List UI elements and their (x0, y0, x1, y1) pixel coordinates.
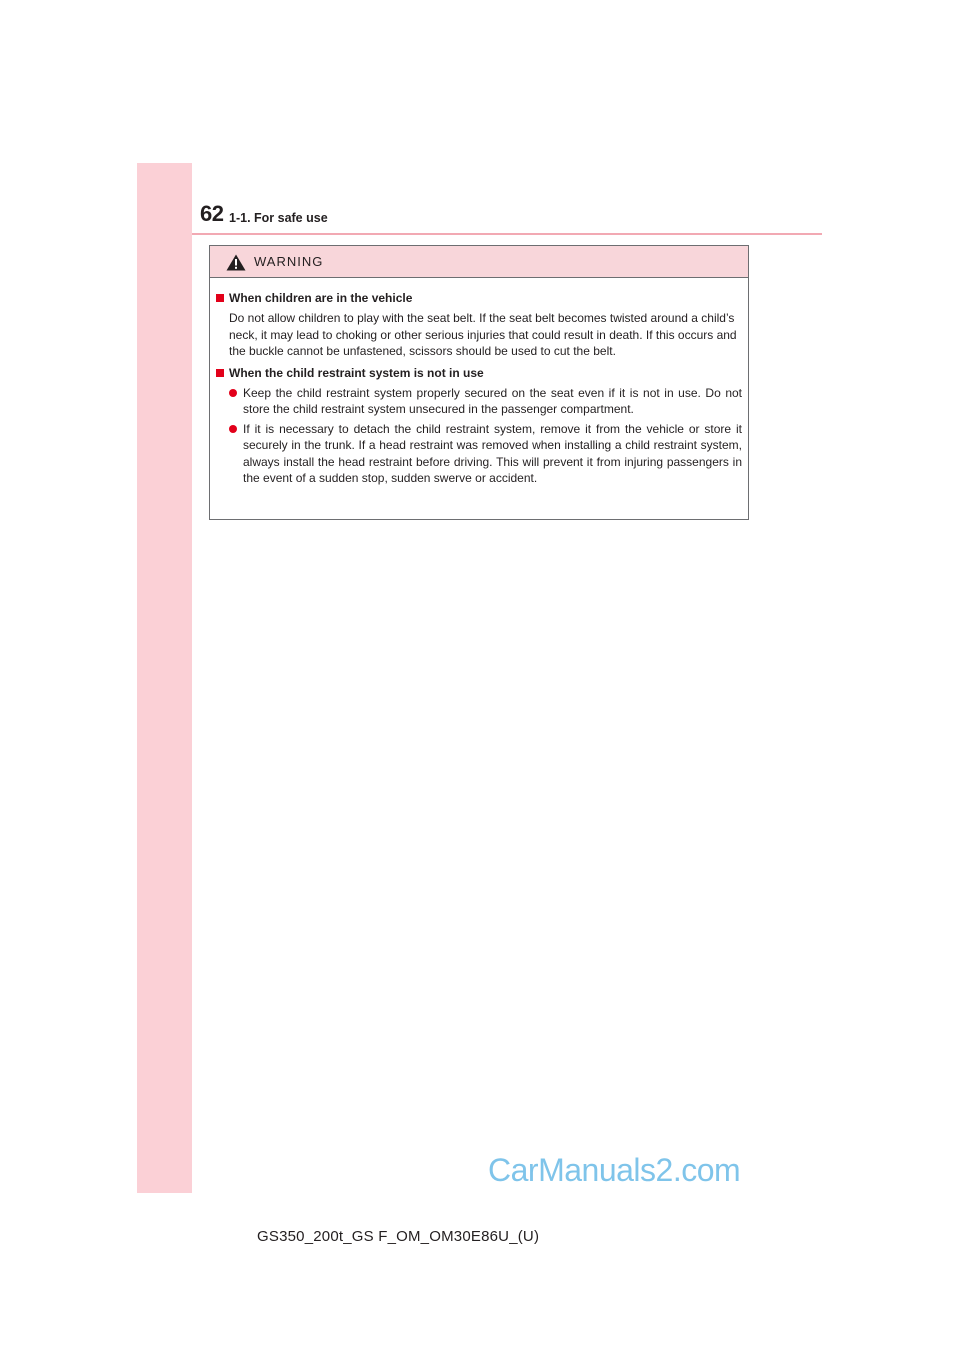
section-title: 1-1. For safe use (229, 211, 328, 225)
warning-title: WARNING (254, 254, 324, 269)
round-bullet-icon (229, 425, 237, 433)
warning-box (209, 245, 749, 520)
section-heading: When the child restraint system is not in use (216, 365, 742, 382)
warning-body (210, 278, 748, 487)
list-item: If it is necessary to detach the child restraint system, remove it from the vehicle or store it securely in the trunk. If a head restraint was removed when installing a child restraint system, always install the head restraint before driving. This will prevent it from injuring passengers in the event of a sudden stop, sudden swerve or accident. (216, 421, 742, 487)
watermark: CarManuals2.com (488, 1152, 741, 1188)
round-bullet-icon (229, 389, 237, 397)
warning-header (210, 246, 748, 278)
footer-code: GS350_200t_GS F_OM_OM30E86U_(U) (257, 1228, 540, 1245)
page-number: 62 (200, 201, 224, 226)
side-tab-band (137, 163, 192, 1193)
square-bullet-icon (216, 369, 224, 377)
square-bullet-icon (216, 294, 224, 302)
list-item: Keep the child restraint system properly secured on the seat even if it is not in use. Do not store the child restraint system unsecured in the passenger compartment. (216, 385, 742, 418)
warning-triangle-icon (226, 254, 246, 271)
header-rule (192, 233, 822, 235)
section-heading: When children are in the vehicle (216, 290, 742, 307)
section-text: Do not allow children to play with the seat belt. If the seat belt becomes twisted around a child’s neck, it may lead to choking or other serious injuries that could result in death. If this occurs and the buckle cannot be unfastened, scissors should be used to cut the belt. (229, 311, 737, 358)
